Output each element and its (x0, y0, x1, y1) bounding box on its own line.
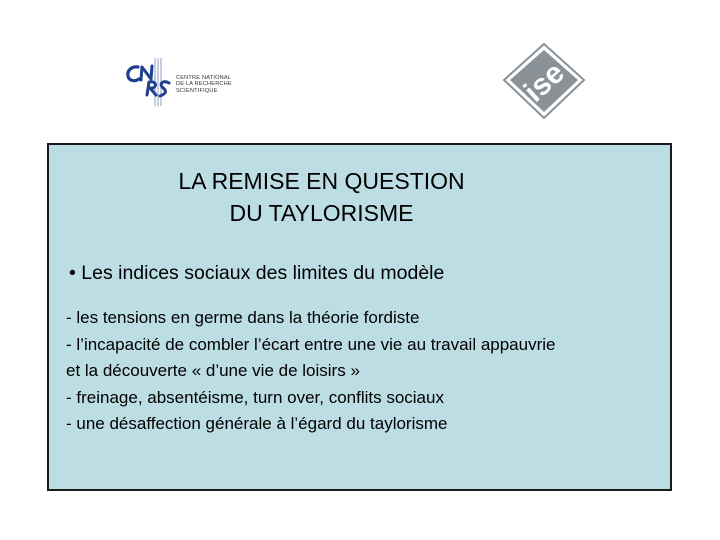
detail-line: - une désaffection générale à l’égard du taylorisme (66, 414, 448, 433)
slide-title (49, 165, 594, 229)
detail-line: - l’incapacité de combler l’écart entre une vie au travail appauvrie (66, 334, 556, 354)
cnrs-logo (125, 58, 245, 108)
bullet-text: Les indices sociaux des limites du modèle (81, 262, 445, 284)
bullet-marker: • (69, 262, 76, 284)
ise-logo-text: ise (517, 56, 571, 109)
slide-content-box (47, 143, 672, 491)
detail-line: - freinage, absentéisme, turn over, conflits sociaux (66, 387, 444, 407)
cnrs-logo-caption (176, 75, 232, 94)
detail-lines (66, 305, 666, 438)
detail-line: - les tensions en germe dans la théorie fordiste (66, 308, 420, 327)
bullet-heading (69, 262, 444, 285)
slide-title-line: LA REMISE EN QUESTION (178, 168, 465, 194)
cnrs-logo-mark (125, 58, 175, 108)
ise-logo (494, 42, 590, 122)
cnrs-caption-line: CENTRE NATIONAL (176, 75, 232, 81)
slide-title-line: DU TAYLORISME (229, 200, 414, 226)
ise-logo-mark (494, 42, 590, 122)
cnrs-caption-line: SCIENTIFIQUE (176, 87, 218, 94)
detail-line: et la découverte « d’une vie de loisirs » (66, 361, 360, 380)
cnrs-caption-line: DE LA RECHERCHE (176, 81, 232, 88)
